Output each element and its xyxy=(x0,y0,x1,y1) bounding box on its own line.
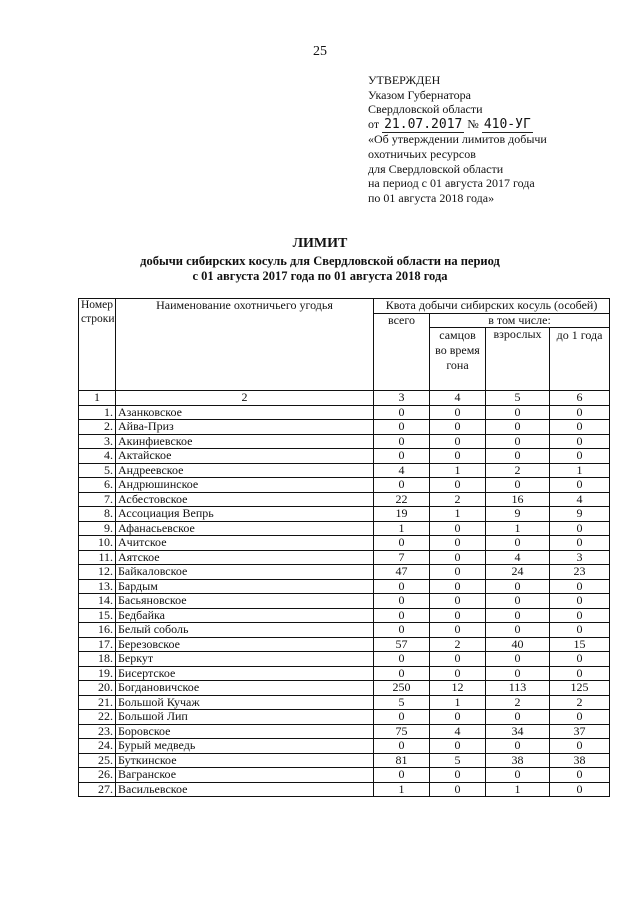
males-cell: 0 xyxy=(430,521,486,536)
males-cell: 0 xyxy=(430,550,486,565)
under1-cell: 38 xyxy=(550,753,610,768)
adults-cell: 38 xyxy=(486,753,550,768)
males-cell: 2 xyxy=(430,492,486,507)
table-row xyxy=(79,637,610,652)
adults-cell: 0 xyxy=(486,623,550,638)
under1-cell: 0 xyxy=(550,666,610,681)
decree-date: 21.07.2017 xyxy=(384,116,463,132)
total-cell: 4 xyxy=(374,463,430,478)
total-cell: 81 xyxy=(374,753,430,768)
adults-cell: 2 xyxy=(486,463,550,478)
date-prefix: от xyxy=(368,116,380,131)
header-males: самцов во время гона xyxy=(430,328,486,391)
ground-name-cell: Андреевское xyxy=(116,463,374,478)
males-cell: 12 xyxy=(430,681,486,696)
table-row xyxy=(79,623,610,638)
total-cell: 19 xyxy=(374,507,430,522)
table-row xyxy=(79,536,610,551)
under1-cell: 0 xyxy=(550,768,610,783)
under1-cell: 0 xyxy=(550,652,610,667)
table-row xyxy=(79,666,610,681)
adults-cell: 0 xyxy=(486,478,550,493)
table-row xyxy=(79,492,610,507)
adults-cell: 1 xyxy=(486,521,550,536)
ground-name-cell: Боровское xyxy=(116,724,374,739)
total-cell: 75 xyxy=(374,724,430,739)
header-including: в том числе: xyxy=(430,313,610,328)
adults-cell: 24 xyxy=(486,565,550,580)
adults-cell: 0 xyxy=(486,768,550,783)
header-under1: до 1 года xyxy=(550,328,610,391)
under1-cell: 0 xyxy=(550,623,610,638)
males-cell: 0 xyxy=(430,768,486,783)
table-row xyxy=(79,550,610,565)
table-row xyxy=(79,463,610,478)
adults-cell: 0 xyxy=(486,405,550,420)
row-number-cell: 25. xyxy=(79,753,116,768)
row-number-cell: 21. xyxy=(79,695,116,710)
ground-name-cell: Афанасьевское xyxy=(116,521,374,536)
total-cell: 0 xyxy=(374,666,430,681)
under1-cell: 1 xyxy=(550,463,610,478)
table-body xyxy=(79,391,610,797)
males-cell: 1 xyxy=(430,507,486,522)
adults-cell: 0 xyxy=(486,739,550,754)
total-cell: 0 xyxy=(374,710,430,725)
males-cell: 0 xyxy=(430,565,486,580)
ground-name-cell: Васильевское xyxy=(116,782,374,797)
ground-name-cell: Байкаловское xyxy=(116,565,374,580)
under1-cell: 0 xyxy=(550,594,610,609)
males-cell: 0 xyxy=(430,739,486,754)
under1-cell: 125 xyxy=(550,681,610,696)
adults-cell: 9 xyxy=(486,507,550,522)
males-cell: 2 xyxy=(430,637,486,652)
total-cell: 0 xyxy=(374,579,430,594)
approval-region: Свердловской области xyxy=(368,102,483,117)
ground-name-cell: Айва-Приз xyxy=(116,420,374,435)
ground-name-cell: Ассоциация Вепрь xyxy=(116,507,374,522)
row-number-cell: 15. xyxy=(79,608,116,623)
adults-cell: 0 xyxy=(486,434,550,449)
table-row xyxy=(79,478,610,493)
row-number-cell: 27. xyxy=(79,782,116,797)
under1-cell: 0 xyxy=(550,782,610,797)
ground-name-cell: Бурый медведь xyxy=(116,739,374,754)
row-number-cell: 17. xyxy=(79,637,116,652)
adults-cell: 0 xyxy=(486,420,550,435)
total-cell: 0 xyxy=(374,768,430,783)
adults-cell: 0 xyxy=(486,710,550,725)
decree-title-4: на период с 01 августа 2017 года xyxy=(368,176,535,191)
index-cell: 1 xyxy=(79,391,116,406)
males-cell: 1 xyxy=(430,695,486,710)
table-row xyxy=(79,521,610,536)
approval-date-line xyxy=(368,117,618,133)
total-cell: 0 xyxy=(374,405,430,420)
row-number-cell: 10. xyxy=(79,536,116,551)
approval-authority: Указом Губернатора xyxy=(368,87,471,102)
table-row xyxy=(79,652,610,667)
ground-name-cell: Большой Кучаж xyxy=(116,695,374,710)
total-cell: 0 xyxy=(374,478,430,493)
approval-block xyxy=(368,73,618,205)
ground-name-cell: Азанковское xyxy=(116,405,374,420)
under1-cell: 23 xyxy=(550,565,610,580)
males-cell: 1 xyxy=(430,463,486,478)
under1-cell: 0 xyxy=(550,478,610,493)
ground-name-cell: Актайское xyxy=(116,449,374,464)
row-number-cell: 22. xyxy=(79,710,116,725)
approval-heading: УТВЕРЖДЕН xyxy=(368,73,441,87)
under1-cell: 0 xyxy=(550,449,610,464)
row-number-cell: 18. xyxy=(79,652,116,667)
total-cell: 22 xyxy=(374,492,430,507)
total-cell: 0 xyxy=(374,594,430,609)
row-number-cell: 4. xyxy=(79,449,116,464)
ground-name-cell: Басьяновское xyxy=(116,594,374,609)
page-number: 25 xyxy=(313,44,327,59)
total-cell: 5 xyxy=(374,695,430,710)
table-row xyxy=(79,594,610,609)
ground-name-cell: Беркут xyxy=(116,652,374,667)
row-number-cell: 11. xyxy=(79,550,116,565)
adults-cell: 0 xyxy=(486,594,550,609)
adults-cell: 0 xyxy=(486,536,550,551)
row-number-cell: 16. xyxy=(79,623,116,638)
index-cell: 5 xyxy=(486,391,550,406)
table-row xyxy=(79,434,610,449)
total-cell: 0 xyxy=(374,623,430,638)
table-row xyxy=(79,681,610,696)
row-number-cell: 20. xyxy=(79,681,116,696)
header-quota: Квота добычи сибирских косуль (особей) xyxy=(374,299,610,314)
total-cell: 1 xyxy=(374,521,430,536)
row-number-cell: 3. xyxy=(79,434,116,449)
males-cell: 0 xyxy=(430,710,486,725)
document-title: ЛИМИТ xyxy=(292,236,348,251)
under1-cell: 15 xyxy=(550,637,610,652)
row-number-cell: 1. xyxy=(79,405,116,420)
adults-cell: 16 xyxy=(486,492,550,507)
table-row xyxy=(79,695,610,710)
total-cell: 7 xyxy=(374,550,430,565)
under1-cell: 3 xyxy=(550,550,610,565)
males-cell: 0 xyxy=(430,434,486,449)
document-subtitle xyxy=(0,254,640,284)
adults-cell: 0 xyxy=(486,449,550,464)
table-row xyxy=(79,405,610,420)
decree-title-1: «Об утверждении лимитов добычи xyxy=(368,132,547,147)
ground-name-cell: Богдановичское xyxy=(116,681,374,696)
ground-name-cell: Ачитское xyxy=(116,536,374,551)
ground-name-cell: Большой Лип xyxy=(116,710,374,725)
adults-cell: 0 xyxy=(486,579,550,594)
adults-cell: 40 xyxy=(486,637,550,652)
total-cell: 57 xyxy=(374,637,430,652)
header-total: всего xyxy=(374,313,430,391)
table-row xyxy=(79,579,610,594)
index-cell: 2 xyxy=(116,391,374,406)
row-number-cell: 24. xyxy=(79,739,116,754)
under1-cell: 0 xyxy=(550,579,610,594)
under1-cell: 0 xyxy=(550,434,610,449)
males-cell: 4 xyxy=(430,724,486,739)
ground-name-cell: Березовское xyxy=(116,637,374,652)
ground-name-cell: Бисертское xyxy=(116,666,374,681)
index-cell: 6 xyxy=(550,391,610,406)
under1-cell: 0 xyxy=(550,521,610,536)
ground-name-cell: Акинфиевское xyxy=(116,434,374,449)
males-cell: 0 xyxy=(430,579,486,594)
table-row xyxy=(79,565,610,580)
total-cell: 0 xyxy=(374,608,430,623)
subtitle-line-1: добычи сибирских косуль для Свердловской области на период xyxy=(140,254,500,268)
total-cell: 250 xyxy=(374,681,430,696)
table-row xyxy=(79,710,610,725)
header-adults: взрослых xyxy=(486,328,550,391)
subtitle-line-2: с 01 августа 2017 года по 01 августа 2018 года xyxy=(192,269,448,283)
index-row xyxy=(79,391,610,406)
table-row xyxy=(79,420,610,435)
total-cell: 0 xyxy=(374,449,430,464)
decree-title-2: охотничьих ресурсов xyxy=(368,146,476,161)
adults-cell: 4 xyxy=(486,550,550,565)
ground-name-cell: Асбестовское xyxy=(116,492,374,507)
males-cell: 0 xyxy=(430,666,486,681)
ground-name-cell: Буткинское xyxy=(116,753,374,768)
row-number-cell: 26. xyxy=(79,768,116,783)
decree-title-3: для Свердловской области xyxy=(368,161,504,176)
under1-cell: 37 xyxy=(550,724,610,739)
males-cell: 0 xyxy=(430,420,486,435)
table-row xyxy=(79,753,610,768)
under1-cell: 0 xyxy=(550,739,610,754)
under1-cell: 0 xyxy=(550,710,610,725)
ground-name-cell: Вагранское xyxy=(116,768,374,783)
total-cell: 0 xyxy=(374,420,430,435)
ground-name-cell: Белый соболь xyxy=(116,623,374,638)
males-cell: 0 xyxy=(430,449,486,464)
males-cell: 0 xyxy=(430,536,486,551)
row-number-cell: 23. xyxy=(79,724,116,739)
row-number-cell: 7. xyxy=(79,492,116,507)
total-cell: 0 xyxy=(374,434,430,449)
row-number-cell: 13. xyxy=(79,579,116,594)
index-cell: 3 xyxy=(374,391,430,406)
under1-cell: 2 xyxy=(550,695,610,710)
under1-cell: 0 xyxy=(550,420,610,435)
males-cell: 0 xyxy=(430,623,486,638)
total-cell: 0 xyxy=(374,739,430,754)
under1-cell: 4 xyxy=(550,492,610,507)
limits-table xyxy=(78,298,610,797)
decree-title-5: по 01 августа 2018 года» xyxy=(368,190,495,205)
row-number-cell: 19. xyxy=(79,666,116,681)
adults-cell: 0 xyxy=(486,652,550,667)
adults-cell: 34 xyxy=(486,724,550,739)
row-number-cell: 14. xyxy=(79,594,116,609)
ground-name-cell: Аятское xyxy=(116,550,374,565)
ground-name-cell: Андрюшинское xyxy=(116,478,374,493)
row-number-cell: 12. xyxy=(79,565,116,580)
males-cell: 5 xyxy=(430,753,486,768)
adults-cell: 0 xyxy=(486,608,550,623)
adults-cell: 2 xyxy=(486,695,550,710)
under1-cell: 9 xyxy=(550,507,610,522)
under1-cell: 0 xyxy=(550,608,610,623)
table-row xyxy=(79,507,610,522)
table-row xyxy=(79,449,610,464)
ground-name-cell: Бардым xyxy=(116,579,374,594)
males-cell: 0 xyxy=(430,478,486,493)
table-row xyxy=(79,782,610,797)
row-number-cell: 8. xyxy=(79,507,116,522)
number-prefix: № xyxy=(467,116,479,131)
header-row-number: Номер строки xyxy=(79,299,116,391)
adults-cell: 113 xyxy=(486,681,550,696)
decree-number: 410-УГ xyxy=(483,116,531,132)
total-cell: 0 xyxy=(374,536,430,551)
total-cell: 0 xyxy=(374,652,430,667)
males-cell: 0 xyxy=(430,608,486,623)
males-cell: 0 xyxy=(430,652,486,667)
ground-name-cell: Бедбайка xyxy=(116,608,374,623)
row-number-cell: 9. xyxy=(79,521,116,536)
table-row xyxy=(79,608,610,623)
row-number-cell: 2. xyxy=(79,420,116,435)
adults-cell: 0 xyxy=(486,666,550,681)
males-cell: 0 xyxy=(430,405,486,420)
total-cell: 47 xyxy=(374,565,430,580)
under1-cell: 0 xyxy=(550,536,610,551)
total-cell: 1 xyxy=(374,782,430,797)
index-cell: 4 xyxy=(430,391,486,406)
under1-cell: 0 xyxy=(550,405,610,420)
table-row xyxy=(79,724,610,739)
males-cell: 0 xyxy=(430,782,486,797)
row-number-cell: 5. xyxy=(79,463,116,478)
header-ground-name: Наименование охотничьего угодья xyxy=(116,299,374,391)
adults-cell: 1 xyxy=(486,782,550,797)
table-row xyxy=(79,739,610,754)
table-row xyxy=(79,768,610,783)
row-number-cell: 6. xyxy=(79,478,116,493)
males-cell: 0 xyxy=(430,594,486,609)
